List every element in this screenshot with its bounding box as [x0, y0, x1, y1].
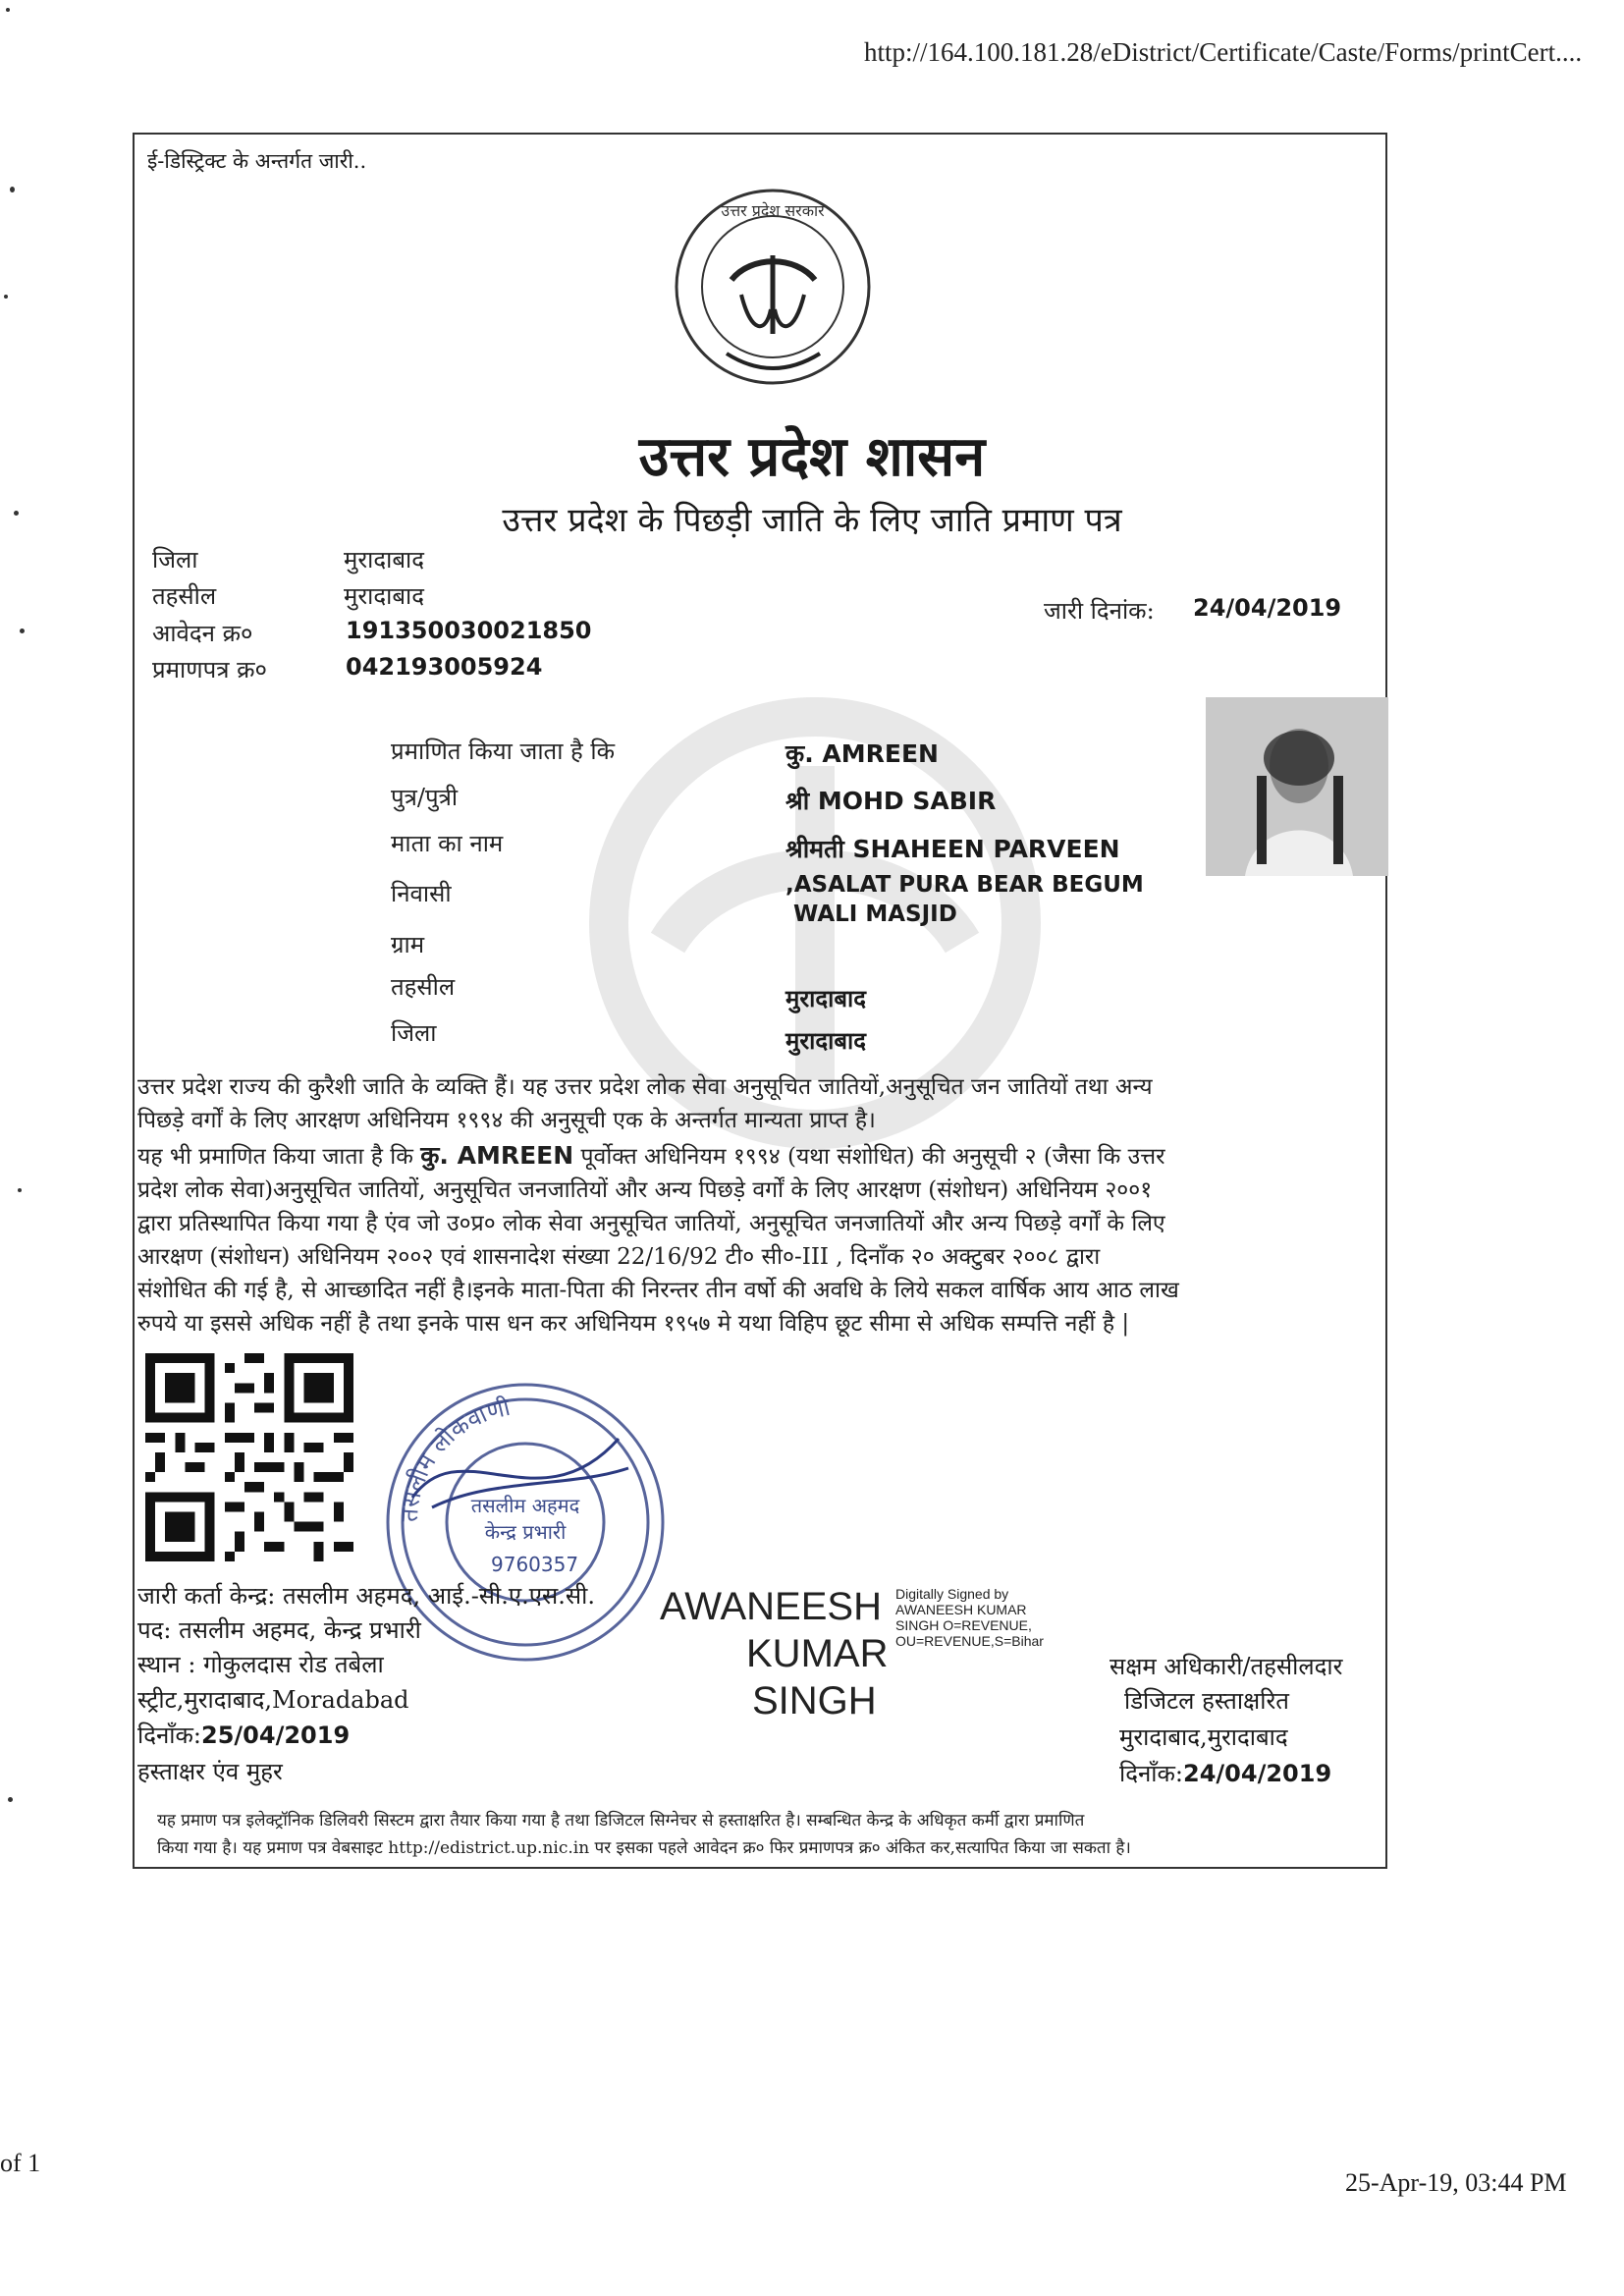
application-no-label: आवेदन क्र०: [152, 620, 253, 647]
digital-signature-details: Digitally Signed by AWANEESH KUMAR SINGH O=REVENUE, OU=REVENUE,S=Bihar: [895, 1586, 1044, 1649]
resident-label: निवासी: [391, 880, 452, 907]
district-label: जिला: [152, 546, 198, 574]
scan-speck: [10, 187, 15, 192]
heading: उत्तर प्रदेश शासन: [638, 424, 986, 489]
up-government-emblem-icon: [673, 187, 874, 388]
para2-line6: रुपये या इससे अधिक नहीं है तथा इनके पास धन कर अधिनियम १९५७ मे यथा विहिप छूट सीमा से अधिक सम्पत्ति नहीं है |: [137, 1311, 1130, 1337]
applicant-photo: [1206, 697, 1388, 876]
parent-label: पुत्र/पुत्री: [391, 784, 459, 811]
issuer-place-line-2: स्ट्रीट,मुरादाबाद,Moradabad: [137, 1686, 409, 1714]
certificate-no-label: प्रमाणपत्र क्र०: [152, 656, 267, 683]
issue-date-label: जारी दिनांक:: [1044, 597, 1155, 625]
para2-line3: द्वारा प्रतिस्थापित किया गया है एंव जो उ०प्र० लोक सेवा अनुसूचित जातियों, अनुसूचित जनजातियों और अन्य पिछड़े वर्गों के लिए: [137, 1211, 1165, 1236]
subheading: उत्तर प्रदेश के पिछड़ी जाति के लिए जाति प्रमाण पत्र: [502, 501, 1122, 540]
stamp-inner-text-1: तसलीम अहमद: [470, 1494, 580, 1517]
digital-signer-name-3: SINGH: [752, 1679, 877, 1722]
tehsil-label: तहसील: [152, 582, 217, 610]
digital-signer-name-1: AWANEESH: [660, 1585, 882, 1628]
issue-date-value: 24/04/2019: [1193, 594, 1342, 622]
scan-speck: [4, 295, 8, 299]
mother-label: माता का नाम: [391, 830, 504, 857]
tehsil-detail-value: मुरादाबाद: [785, 985, 867, 1012]
print-timestamp: 25-Apr-19, 03:44 PM: [1345, 2168, 1567, 2197]
certificate-no-value: 042193005924: [346, 653, 543, 681]
para1-line2: पिछड़े वर्गों के लिए आरक्षण अधिनियम १९९४ की अनुसूची एक के अन्तर्गत मान्यता प्राप्त है।: [137, 1108, 876, 1133]
para2-name: कु. AMREEN: [420, 1141, 574, 1170]
stamp-phone: 9760357: [491, 1553, 579, 1576]
verification-note: यह प्रमाण पत्र इलेक्ट्रॉनिक डिलिवरी सिस्टम द्वारा तैयार किया गया है तथा डिजिटल सिग्नेचर से हस्ताक्षरित है। सम्बन्धित केन्द्र के अधिकृत कर्मी द्वारा प्रमाणित किया गया है। यह प्रमाण पत्र वेबसाइट http://edistrict.up.nic.in पर इसका पहले आवेदन क्र० फिर प्रमाणपत्र क्र० अंकित कर,सत्यापित किया जा सकता है।: [157, 1811, 1131, 1858]
district-detail-label: जिला: [391, 1019, 437, 1047]
emblem-text: उत्तर प्रदेश सरकार: [721, 201, 825, 220]
issuer-sign-label: हस्ताक्षर एंव मुहर: [137, 1758, 283, 1785]
issuer-date: दिनाँक:25/04/2019: [137, 1722, 351, 1749]
digital-signer-name-2: KUMAR: [746, 1632, 889, 1675]
para2-line1: यह भी प्रमाणित किया जाता है कि कु. AMREEN पूर्वोक्त अधिनियम १९९४ (यथा संशोधित) की अनुसूची २ (जैसा कि उत्तर: [137, 1141, 1165, 1170]
stamp-outer-text: तसलीम लोकवाणी: [395, 1393, 514, 1523]
district-detail-value: मुरादाबाद: [785, 1027, 867, 1055]
authority-digital-sign: डिजिटल हस्ताक्षरित: [1124, 1687, 1289, 1715]
village-label: ग्राम: [391, 931, 425, 958]
authority-location: मुरादाबाद,मुरादाबाद: [1119, 1723, 1288, 1751]
application-no-value: 191350030021850: [346, 617, 592, 644]
para2-line5: संशोधित की गई है, से आच्छादित नहीं है।इनके माता-पिता की निरन्तर तीन वर्षो की अवधि के लिये सकल वार्षिक आय आठ लाख: [137, 1278, 1179, 1303]
tehsil-detail-label: तहसील: [391, 973, 456, 1001]
authority-date: दिनाँक:24/04/2019: [1119, 1760, 1332, 1787]
scan-speck: [20, 629, 25, 633]
income-paragraph: [137, 1139, 1384, 1340]
certified-value: कु. AMREEN: [785, 739, 939, 768]
issuer-place-line-1: स्थान : गोकुलदास रोड तबेला: [137, 1651, 384, 1678]
issuer-center: जारी कर्ता केन्द्र: तसलीम अहमद, आई.-सी.ए.एस.सी.: [137, 1582, 595, 1610]
parent-value: श्री MOHD SABIR: [785, 787, 997, 815]
resident-value-line-1: ,ASALAT PURA BEAR BEGUM: [785, 872, 1144, 898]
mother-value: श्रीमती SHAHEEN PARVEEN: [785, 835, 1120, 863]
issued-under-note: ई-डिस्ट्रिक्ट के अन्तर्गत जारी..: [147, 149, 367, 173]
para2-line2: प्रदेश लोक सेवा)अनुसूचित जातियों, अनुसूचित जनजातियों और अन्य पिछड़े वर्गों के लिए आरक्षण (संशोधन) अधिनियम २००१: [137, 1177, 1153, 1203]
scan-speck: [6, 8, 10, 12]
page-count: of 1: [0, 2149, 41, 2177]
authority-title: सक्षम अधिकारी/तहसीलदार: [1110, 1653, 1343, 1680]
scan-speck: [18, 1188, 22, 1192]
issuer-post: पद: तसलीम अहमद, केन्द्र प्रभारी: [137, 1616, 421, 1644]
certified-label: प्रमाणित किया जाता है कि: [391, 738, 616, 765]
scan-speck: [8, 1797, 13, 1802]
tehsil-value: मुरादाबाद: [344, 582, 425, 610]
district-value: मुरादाबाद: [344, 546, 425, 574]
para2-line4: आरक्षण (संशोधन) अधिनियम २००२ एवं शासनादेश संख्या 22/16/92 टी० सी०-III , दिनाँक २० अक्टुबर २००८ द्वारा: [137, 1244, 1101, 1270]
para1-line1: उत्तर प्रदेश राज्य की कुरैशी जाति के व्यक्ति हैं। यह उत्तर प्रदेश लोक सेवा अनुसूचित जातियों,अनुसूचित जन जातियों तथा अन्य: [137, 1074, 1153, 1100]
caste-paragraph: [137, 1070, 1375, 1137]
print-url: http://164.100.181.28/eDistrict/Certificate/Caste/Forms/printCert....: [864, 37, 1583, 67]
resident-value-line-2: WALI MASJID: [793, 902, 957, 927]
stamp-inner-text-2: केन्द्र प्रभारी: [484, 1520, 567, 1544]
qr-code: [145, 1353, 353, 1561]
